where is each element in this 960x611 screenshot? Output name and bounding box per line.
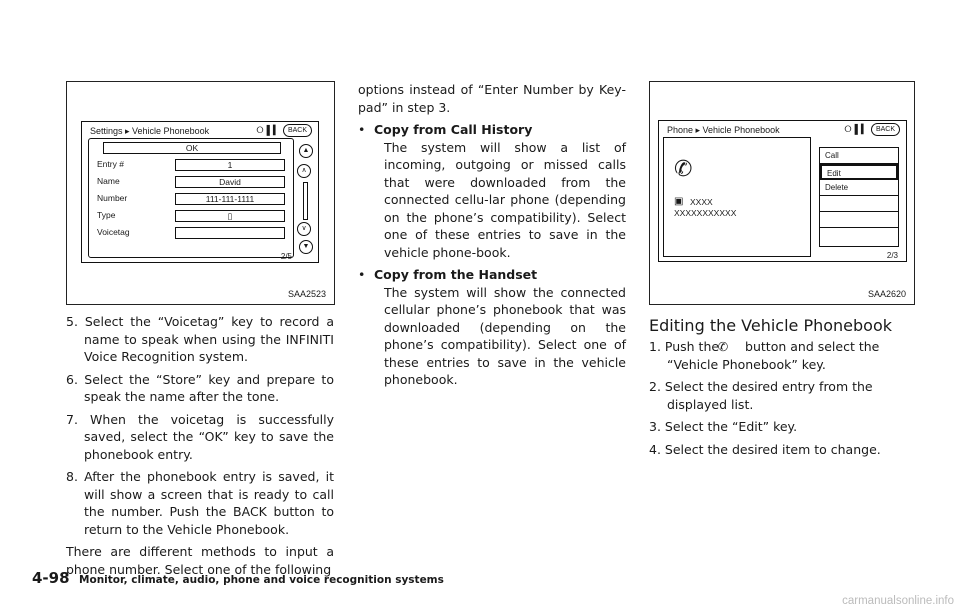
column-3-text <box>649 338 915 463</box>
type-field[interactable] <box>175 210 285 222</box>
figure-code: SAA2620 <box>867 289 906 299</box>
screen-title: Phone ▸ Vehicle Phonebook <box>667 125 780 135</box>
row-label-voicetag: Voicetag <box>97 227 130 237</box>
page-footer <box>32 569 444 587</box>
column-2-text <box>358 81 626 394</box>
voicetag-field[interactable] <box>175 227 285 239</box>
step-1: 1. Push the ✆ button and select the “Vehicle Phonebook” key. <box>649 339 880 372</box>
figure-saa2523 <box>66 81 335 305</box>
entry-number-field[interactable]: 1 <box>175 159 285 171</box>
watermark: carmanualsonline.info <box>842 595 954 607</box>
bullet-icon: • <box>358 122 366 137</box>
step-7: 7. When the voicetag is successfully saved, select the “OK” key to save the phonebook entry. <box>66 411 334 462</box>
signal-icon: ▌▍ <box>266 125 280 135</box>
bluetooth-icon: ⭘ <box>256 125 264 135</box>
page-indicator: 2/3 <box>886 251 898 260</box>
column-1-text <box>66 313 334 583</box>
scroll-up-icon[interactable]: ▲ <box>299 144 313 158</box>
bullet-copy-call-history: • Copy from Call History <box>358 122 533 137</box>
back-button[interactable]: BACK <box>871 123 900 136</box>
down-icon[interactable]: ∨ <box>297 222 311 236</box>
bullet-desc-handset: The system will show the connected cellular phone’s phonebook that was downloaded (depending on the phone’s compatibility). Select one of these entries to save in the vehicle phonebook. <box>384 284 626 387</box>
vehicle-phonebook-screen <box>658 120 907 262</box>
row-label-entry: Entry # <box>97 159 124 169</box>
up-icon[interactable]: ∧ <box>297 164 311 178</box>
row-label-number: Number <box>97 193 128 203</box>
menu-call[interactable]: Call <box>820 148 898 164</box>
phonebook-entry-screen <box>81 121 319 263</box>
signal-icon: ▌▍ <box>854 124 868 134</box>
menu-empty-2 <box>820 212 898 228</box>
contact-card-icon: ▣ <box>674 196 684 207</box>
entry-panel <box>88 138 294 258</box>
menu-edit[interactable]: Edit <box>820 164 898 180</box>
scroll-down-icon[interactable]: ▼ <box>299 240 313 254</box>
step-5: 5. Select the “Voicetag” key to record a name to speak when using the INFINITI Voice Recognition system. <box>66 314 334 364</box>
step-8: 8. After the phonebook entry is saved, it will show a screen that is ready to call the number. Push the BACK button to return to the Vehicle Phonebook. <box>66 469 334 537</box>
figure-code: SAA2523 <box>287 289 326 299</box>
phone-button-icon: ✆ <box>717 339 729 354</box>
name-field[interactable]: David <box>175 176 285 188</box>
step-6: 6. Select the “Store” key and prepare to speak the name after the tone. <box>66 371 334 404</box>
bullet-icon: • <box>358 267 366 282</box>
phone-type-icon: ▯ <box>227 211 233 221</box>
status-icons <box>844 123 900 136</box>
page-indicator: 2/5 <box>280 252 292 261</box>
number-field[interactable]: 111-111-1111 <box>175 193 285 205</box>
row-label-type: Type <box>97 210 116 220</box>
menu-delete[interactable]: Delete <box>820 180 898 196</box>
row-label-name: Name <box>97 176 120 186</box>
entry-detail-panel <box>663 137 811 257</box>
status-icons <box>256 124 312 137</box>
entry-number: XXXXXXXXXXX <box>674 208 737 218</box>
menu-empty-1 <box>820 196 898 212</box>
continuation-paragraph: options instead of “Enter Number by Key-pad” in step 3. <box>358 82 626 115</box>
bluetooth-icon: ⭘ <box>844 124 852 134</box>
figure-saa2620 <box>649 81 915 305</box>
entry-name: XXXX <box>690 197 713 207</box>
bullet-desc-call-history: The system will show a list of incoming, outgoing or missed calls that were downloaded from the connected cellu-lar phone (depending on the phone’s compatibility). Select one of these entries to save in the vehicle phone-book. <box>384 139 626 260</box>
methods-paragraph: There are different methods to input a phone number. Select one of the following <box>66 544 334 577</box>
section-heading: Editing the Vehicle Phonebook <box>649 316 893 335</box>
page-number: 4-98 <box>32 569 70 587</box>
step-2: 2. Select the desired entry from the displayed list. <box>649 379 873 412</box>
step-3: 3. Select the “Edit” key. <box>649 419 798 434</box>
ok-button[interactable]: OK <box>103 142 281 154</box>
scrollbar[interactable] <box>303 182 308 220</box>
screen-title: Settings ▸ Vehicle Phonebook <box>90 126 210 136</box>
menu-panel <box>819 147 899 247</box>
step-4: 4. Select the desired item to change. <box>649 441 881 457</box>
bullet-copy-handset: • Copy from the Handset <box>358 267 538 282</box>
back-button[interactable]: BACK <box>283 124 312 137</box>
footer-title: Monitor, climate, audio, phone and voice recognition systems <box>79 574 444 586</box>
phone-handset-icon: ✆ <box>674 156 693 181</box>
